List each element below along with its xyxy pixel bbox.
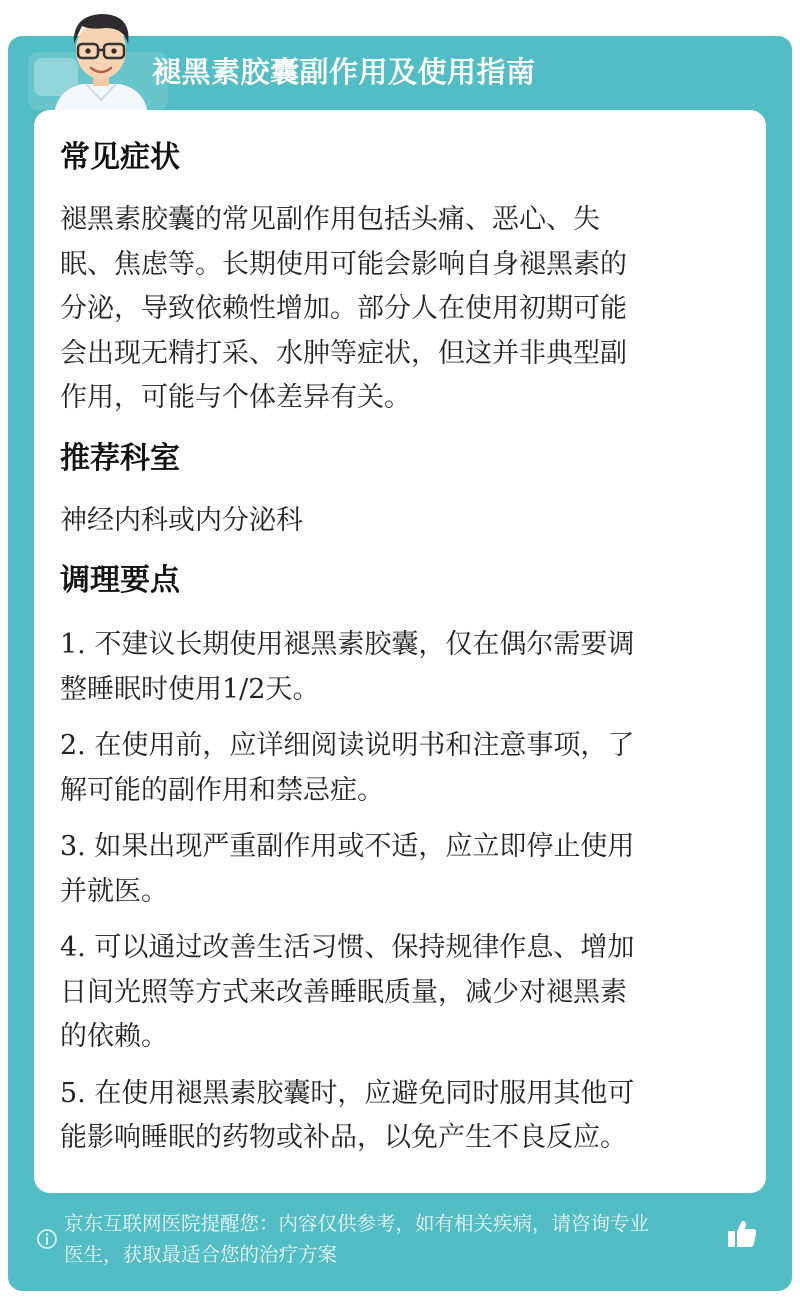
thumbs-up-icon[interactable] — [724, 1216, 760, 1252]
text-line: 4. 可以通过改善生活习惯、保持规律作息、增加 — [60, 932, 635, 963]
text-line: 作用，可能与个体差异有关。 — [60, 382, 411, 413]
list-item — [60, 623, 740, 712]
section-department — [60, 439, 740, 544]
text-line: 能影响睡眠的药物或补品，以免产生不良反应。 — [60, 1122, 627, 1153]
section-care-points — [60, 561, 740, 1161]
text-line: 2. 在使用前，应详细阅读说明书和注意事项，了 — [60, 730, 635, 761]
doctor-avatar — [46, 4, 156, 116]
list-item — [60, 1072, 740, 1161]
main-content — [60, 110, 740, 1161]
info-icon — [36, 1228, 58, 1250]
text-line: 的依赖。 — [60, 1021, 168, 1052]
text-line: 1. 不建议长期使用褪黑素胶囊，仅在偶尔需要调 — [60, 629, 635, 660]
text-line: 整睡眠时使用1/2天。 — [60, 673, 320, 705]
text-line: 分泌，导致依赖性增加。部分人在使用初期可能 — [60, 293, 627, 324]
section-symptoms — [60, 110, 740, 421]
text-line: 5. 在使用褪黑素胶囊时，应避免同时服用其他可 — [60, 1077, 635, 1109]
text-line: 褪黑素胶囊的常见副作用包括头痛、恶心、失 — [60, 204, 600, 235]
text-line: 解可能的副作用和禁忌症。 — [60, 774, 384, 806]
disclaimer-footer — [64, 1208, 728, 1270]
text-line: 3. 如果出现严重副作用或不适，应立即停止使用 — [60, 831, 635, 862]
page-title: 褪黑素胶囊副作用及使用指南 — [152, 55, 536, 89]
list-item — [60, 724, 740, 813]
text-line: 眠、焦虑等。长期使用可能会影响自身褪黑素的 — [60, 248, 627, 280]
text-line: 会出现无精打采、水肿等症状，但这并非典型副 — [60, 337, 627, 369]
text-line: 神经内科或内分泌科 — [60, 504, 303, 536]
list-item — [60, 926, 740, 1060]
text-line: 并就医。 — [60, 875, 168, 907]
section-heading: 调理要点 — [60, 563, 180, 598]
text-line: 日间光照等方式来改善睡眠质量，减少对褪黑素 — [60, 976, 627, 1008]
section-heading: 推荐科室 — [60, 440, 180, 476]
footer-line: 医生，获取最适合您的治疗方案 — [64, 1243, 338, 1266]
section-heading: 常见症状 — [60, 140, 180, 175]
footer-line: 京东互联网医院提醒您：内容仅供参考，如有相关疾病，请咨询专业 — [64, 1212, 650, 1235]
list-item — [60, 825, 740, 914]
